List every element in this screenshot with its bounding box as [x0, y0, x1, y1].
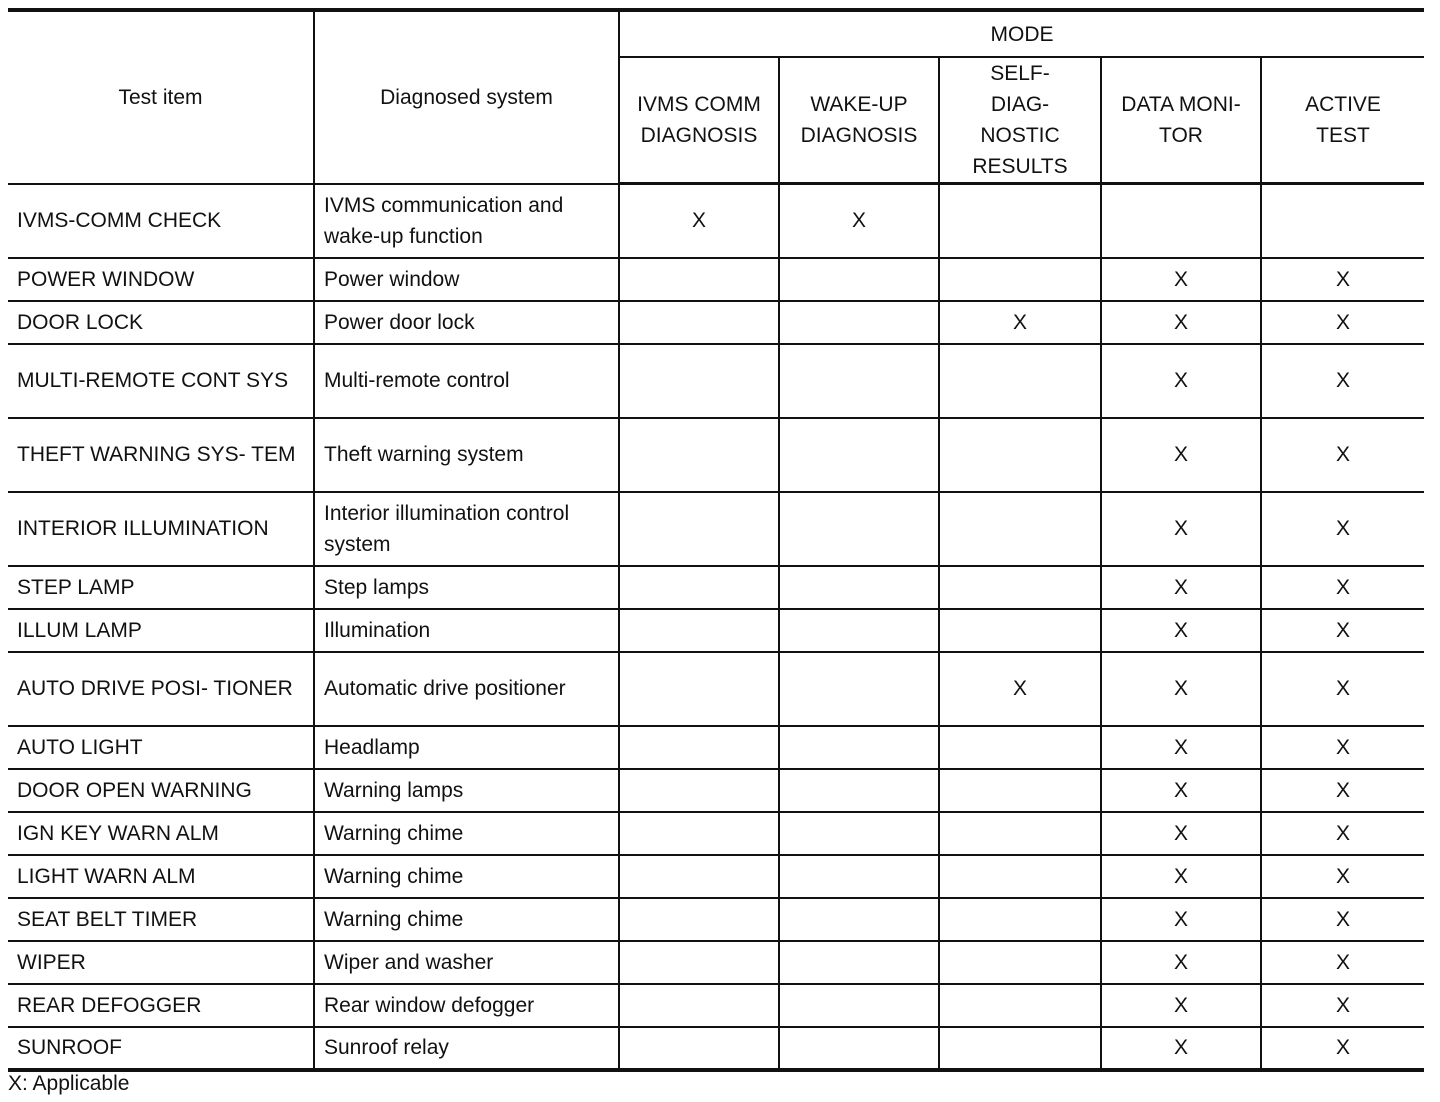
cell-test-item: SUNROOF	[8, 1027, 314, 1070]
cell-mode-mark	[619, 1027, 779, 1070]
cell-mode-mark	[779, 1027, 939, 1070]
table-row	[8, 941, 1424, 984]
cell-mode-mark	[939, 1027, 1101, 1070]
table-row	[8, 301, 1424, 344]
cell-mode-mark	[939, 941, 1101, 984]
cell-mode-mark	[619, 566, 779, 609]
cell-mode-mark: X	[939, 301, 1101, 344]
cell-mode-mark: X	[1261, 726, 1424, 769]
cell-mode-mark: X	[1101, 652, 1261, 726]
cell-mode-mark: X	[1261, 855, 1424, 898]
cell-mode-mark	[779, 418, 939, 492]
cell-mode-mark	[779, 726, 939, 769]
cell-test-item: IVMS-COMM CHECK	[8, 184, 314, 258]
cell-mode-mark	[939, 344, 1101, 418]
header-diagnosed-system: Diagnosed system	[314, 10, 619, 184]
cell-test-item: STEP LAMP	[8, 566, 314, 609]
cell-mode-mark: X	[1261, 652, 1424, 726]
table-row	[8, 1027, 1424, 1070]
cell-mode-mark: X	[1261, 609, 1424, 652]
cell-test-item: IGN KEY WARN ALM	[8, 812, 314, 855]
diagnosis-mode-table	[8, 8, 1424, 1072]
cell-diagnosed-system: IVMS communication and wake-up function	[314, 184, 619, 258]
cell-test-item: WIPER	[8, 941, 314, 984]
cell-test-item: AUTO DRIVE POSI- TIONER	[8, 652, 314, 726]
cell-mode-mark: X	[1261, 492, 1424, 566]
cell-mode-mark	[619, 418, 779, 492]
cell-diagnosed-system: Multi-remote control	[314, 344, 619, 418]
cell-mode-mark: X	[1101, 492, 1261, 566]
cell-mode-mark: X	[1261, 418, 1424, 492]
cell-test-item: DOOR LOCK	[8, 301, 314, 344]
cell-mode-mark: X	[1101, 855, 1261, 898]
cell-diagnosed-system: Sunroof relay	[314, 1027, 619, 1070]
table-row	[8, 812, 1424, 855]
cell-mode-mark	[619, 652, 779, 726]
cell-diagnosed-system: Warning chime	[314, 812, 619, 855]
cell-mode-mark: X	[939, 652, 1101, 726]
cell-mode-mark	[939, 418, 1101, 492]
cell-test-item: SEAT BELT TIMER	[8, 898, 314, 941]
cell-mode-mark: X	[779, 184, 939, 258]
cell-mode-mark	[1261, 184, 1424, 258]
table-row	[8, 492, 1424, 566]
cell-mode-mark	[939, 855, 1101, 898]
cell-mode-mark	[939, 769, 1101, 812]
cell-mode-mark	[779, 769, 939, 812]
cell-diagnosed-system: Rear window defogger	[314, 984, 619, 1027]
cell-test-item: LIGHT WARN ALM	[8, 855, 314, 898]
cell-mode-mark	[939, 609, 1101, 652]
cell-mode-mark	[779, 344, 939, 418]
cell-mode-mark	[619, 855, 779, 898]
table-row	[8, 855, 1424, 898]
cell-diagnosed-system: Power door lock	[314, 301, 619, 344]
header-mode-active-test: ACTIVE TEST	[1261, 57, 1424, 184]
cell-diagnosed-system: Illumination	[314, 609, 619, 652]
cell-test-item: ILLUM LAMP	[8, 609, 314, 652]
cell-mode-mark	[779, 984, 939, 1027]
cell-mode-mark	[619, 898, 779, 941]
cell-mode-mark: X	[1261, 566, 1424, 609]
cell-diagnosed-system: Interior illumination control system	[314, 492, 619, 566]
cell-mode-mark	[939, 812, 1101, 855]
header-mode-self-diag: SELF-DIAG- NOSTIC RESULTS	[939, 57, 1101, 184]
cell-test-item: DOOR OPEN WARNING	[8, 769, 314, 812]
cell-mode-mark	[779, 652, 939, 726]
cell-test-item: REAR DEFOGGER	[8, 984, 314, 1027]
cell-diagnosed-system: Warning chime	[314, 898, 619, 941]
header-mode: MODE	[619, 10, 1424, 57]
cell-mode-mark: X	[1101, 344, 1261, 418]
cell-test-item: POWER WINDOW	[8, 258, 314, 301]
table-row	[8, 418, 1424, 492]
cell-mode-mark	[619, 301, 779, 344]
table-body	[8, 184, 1424, 1070]
cell-mode-mark: X	[1101, 258, 1261, 301]
table-row	[8, 652, 1424, 726]
cell-mode-mark	[779, 941, 939, 984]
table-row	[8, 184, 1424, 258]
cell-mode-mark: X	[1101, 984, 1261, 1027]
cell-test-item: MULTI-REMOTE CONT SYS	[8, 344, 314, 418]
cell-mode-mark	[779, 566, 939, 609]
cell-mode-mark	[619, 258, 779, 301]
cell-mode-mark	[619, 941, 779, 984]
cell-mode-mark	[779, 492, 939, 566]
cell-mode-mark: X	[1261, 258, 1424, 301]
header-mode-data-monitor: DATA MONI- TOR	[1101, 57, 1261, 184]
table-row	[8, 769, 1424, 812]
cell-mode-mark	[1101, 184, 1261, 258]
cell-mode-mark	[779, 855, 939, 898]
cell-mode-mark	[619, 726, 779, 769]
cell-mode-mark: X	[1101, 898, 1261, 941]
cell-diagnosed-system: Power window	[314, 258, 619, 301]
cell-diagnosed-system: Theft warning system	[314, 418, 619, 492]
table-row	[8, 984, 1424, 1027]
cell-test-item: INTERIOR ILLUMINATION	[8, 492, 314, 566]
cell-mode-mark: X	[1261, 344, 1424, 418]
cell-mode-mark	[939, 898, 1101, 941]
cell-diagnosed-system: Headlamp	[314, 726, 619, 769]
cell-mode-mark: X	[1101, 301, 1261, 344]
header-mode-ivms-comm: IVMS COMM DIAGNOSIS	[619, 57, 779, 184]
cell-mode-mark: X	[1261, 984, 1424, 1027]
cell-mode-mark: X	[1261, 941, 1424, 984]
cell-mode-mark: X	[1101, 812, 1261, 855]
table-row	[8, 344, 1424, 418]
cell-mode-mark: X	[1261, 301, 1424, 344]
cell-mode-mark	[619, 344, 779, 418]
cell-mode-mark	[619, 769, 779, 812]
cell-mode-mark	[779, 812, 939, 855]
cell-diagnosed-system: Automatic drive positioner	[314, 652, 619, 726]
cell-mode-mark: X	[1261, 1027, 1424, 1070]
cell-mode-mark	[939, 492, 1101, 566]
cell-mode-mark: X	[1101, 941, 1261, 984]
cell-mode-mark: X	[1101, 609, 1261, 652]
table-row	[8, 258, 1424, 301]
cell-mode-mark: X	[1261, 769, 1424, 812]
cell-mode-mark: X	[1101, 566, 1261, 609]
cell-mode-mark: X	[619, 184, 779, 258]
cell-mode-mark	[939, 258, 1101, 301]
cell-mode-mark	[779, 609, 939, 652]
cell-mode-mark: X	[1101, 726, 1261, 769]
cell-mode-mark	[619, 492, 779, 566]
cell-test-item: AUTO LIGHT	[8, 726, 314, 769]
cell-mode-mark	[619, 812, 779, 855]
cell-mode-mark: X	[1101, 418, 1261, 492]
cell-mode-mark: X	[1261, 812, 1424, 855]
cell-mode-mark: X	[1101, 1027, 1261, 1070]
cell-diagnosed-system: Wiper and washer	[314, 941, 619, 984]
cell-mode-mark	[619, 984, 779, 1027]
cell-mode-mark: X	[1101, 769, 1261, 812]
cell-diagnosed-system: Warning chime	[314, 855, 619, 898]
header-test-item: Test item	[8, 10, 314, 184]
cell-mode-mark	[939, 566, 1101, 609]
header-mode-wake-up: WAKE-UP DIAGNOSIS	[779, 57, 939, 184]
cell-mode-mark	[619, 609, 779, 652]
table-row	[8, 609, 1424, 652]
table-row	[8, 898, 1424, 941]
cell-mode-mark	[779, 898, 939, 941]
cell-mode-mark	[939, 726, 1101, 769]
cell-mode-mark	[939, 984, 1101, 1027]
cell-diagnosed-system: Step lamps	[314, 566, 619, 609]
footnote: X: Applicable	[8, 1072, 130, 1095]
cell-diagnosed-system: Warning lamps	[314, 769, 619, 812]
cell-mode-mark	[939, 184, 1101, 258]
table-row	[8, 566, 1424, 609]
table-row	[8, 726, 1424, 769]
cell-mode-mark	[779, 301, 939, 344]
cell-test-item: THEFT WARNING SYS- TEM	[8, 418, 314, 492]
cell-mode-mark	[779, 258, 939, 301]
cell-mode-mark: X	[1261, 898, 1424, 941]
